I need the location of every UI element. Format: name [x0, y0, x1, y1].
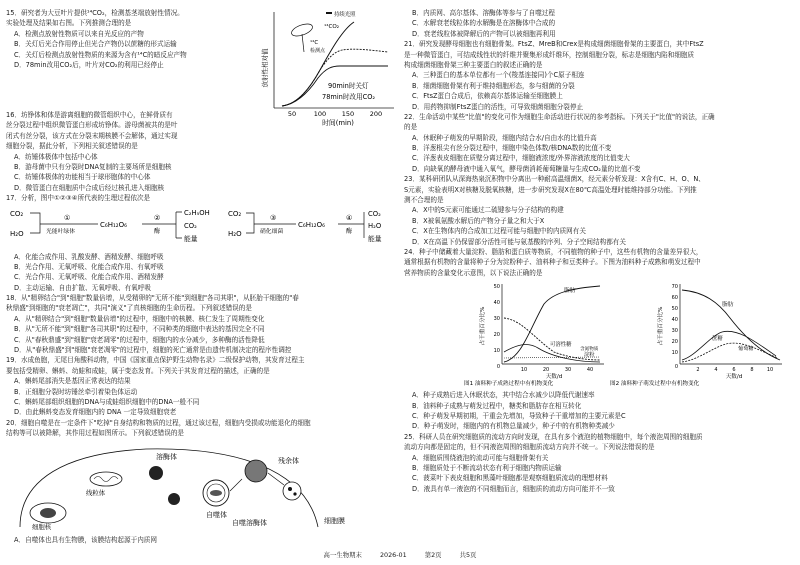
q21-option: C．FtsZ蛋白合成后，依赖高尔基体运输至细胞膜上 [412, 92, 563, 101]
q17-proc3: ③ [270, 213, 277, 222]
question-21 [404, 39, 796, 112]
question-20-continued [404, 8, 796, 39]
autophagosome-icon [203, 480, 229, 506]
footer-subject: 高一生物期末 [323, 551, 362, 559]
q16-option: B．游母菌中只有分裂时DNA复制的主要场所是细胞核 [14, 162, 172, 171]
q19-option: D．由此蝌蚪变态发育细胞内的 DNA 一定导致细胞衰老 [14, 408, 177, 417]
page-footer [0, 550, 800, 559]
question-23 [404, 174, 796, 247]
fig2-x-tick: 6 [732, 367, 736, 374]
q18-option: D．从"春秋鼎盛"到"细胞"衰老凋零"的过程中，细胞的死亡通常是由遗传机制决定的程序性调控 [14, 346, 292, 355]
q17-h2o-b: H₂O [228, 229, 242, 238]
q17-proc3-sub: 硝化细菌 [260, 228, 284, 235]
fig1-y-tick: 30 [493, 316, 500, 323]
q20-label-residual: 残余体 [278, 456, 299, 465]
q23-line: 测不合理的是 [404, 196, 444, 205]
fig1-x-tick: 40 [586, 367, 594, 374]
fig2-y-tick: 10 [671, 350, 678, 357]
question-15 [6, 8, 398, 132]
q24-option: C．种子萌发早期初期，干重会先增加，导致种子干重增加的主要元素是C [412, 411, 626, 420]
q17-co2-c: CO₂ [368, 209, 381, 218]
fig1-y-tick: 40 [493, 300, 500, 307]
q16-line: 16．坊铮体和体是游离细胞的微管组织中心，在鲜骨质有 [6, 111, 173, 119]
left-column [6, 8, 398, 545]
fig1-y-tick: 20 [493, 332, 500, 339]
q17-energy-b: 能量 [368, 234, 382, 243]
fig1-x-tick: 10 [520, 367, 528, 374]
q20-label-membrane: 细胞膜 [324, 516, 345, 525]
q20-label-lysosome: 溶酶体 [156, 452, 177, 461]
fig1-caption: 图1 油料种子成熟过程中有机物变化 [464, 381, 554, 387]
autolysosome-icon [245, 460, 267, 482]
q22-option: D．向缺氧的酵母液中通入氧气，酵母菌消耗葡萄糖量与生成CO₂量的比值不变 [412, 164, 641, 173]
fig2-curve-fat [682, 290, 780, 360]
q17-h2o: H₂O [10, 229, 24, 238]
nucleus-icon [30, 503, 66, 523]
q18-line: 18．从"精卵结合"到"细胞"数量倍增，从受精卵的"无所不能"到细胞"各司其职"，从胚胎干细胞的"春 [6, 294, 299, 303]
q21-line: 是一种微管蛋白，可结成线性状的纤维并聚集形成纤维环，控制细胞分裂，标志是细胞内陷和细胞质 [404, 50, 695, 59]
q17-co2-out: CO₂ [184, 221, 197, 230]
q23-line: S元素，实验表明X对核糖及脱氧核糖，进一步研究发现X在80℃高温处理时能维持部分功能。下列推 [404, 185, 697, 194]
q19-line: 要包括受精卵、蝌蚪、幼蛙和成蛙，属于变态发育。下列关于其发育过程的描述，正确的是 [6, 366, 270, 375]
q15-legend-light: 持续光照 [334, 12, 356, 18]
q20-label-autolysosome: 自噬溶酶体 [232, 518, 267, 527]
q21-option: D．用药物抑制FtsZ蛋白的活性，可导致细菌细胞分裂停止 [412, 102, 584, 111]
fig1-y-tick: 0 [496, 364, 500, 371]
q22-option: C．洋葱表皮细胞在质壁分离过程中，细胞液浓度/外界溶液浓度的比值变大 [412, 154, 630, 163]
q25-option: B．细胞质处于不断流动状态有利于细胞内物质运输 [412, 463, 562, 472]
q17-proc4: ④ [346, 213, 353, 222]
q21-option: B．细菌细胞骨架有利于维持细胞形态，参与细菌的分裂 [412, 81, 575, 90]
q23-option: C．X在生物体内的合成加工过程可能与细胞中的内质网有关 [412, 227, 586, 236]
question-18 [6, 293, 398, 355]
q15-x-axis-label: 时间(min) [322, 119, 354, 126]
fig1-x-tick: 30 [564, 367, 572, 374]
q19-option: C．蝌蚪尾部组织细胞的DNA与成蛙组织细胞中的DNA一般不同 [14, 397, 200, 406]
q15-line: 实验处理及结果如右图。下列推测合理的是 [6, 19, 132, 28]
q15-radioactivity-graph [258, 8, 398, 126]
fig2-y-tick: 50 [671, 306, 678, 313]
q17-option: A．化能合成作用、乳酸发酵、酒精发酵、细胞呼吸 [14, 252, 164, 261]
q16-option: D．微管蛋白在细胞质中合成后经过核孔进入细胞核 [14, 183, 165, 192]
q15-x-tick: 50 [287, 110, 297, 118]
q22-line: 的是 [404, 123, 418, 132]
fig2-y-tick: 70 [671, 284, 678, 291]
q17-option: B．光合作用、无氧呼吸、化能合成作用、有氧呼吸 [14, 262, 164, 271]
q19-option: A．蝌蚪尾部消失是基因正常表达的结果 [14, 377, 131, 386]
fig1-label-nitrogen: 含氮物质 [580, 347, 599, 353]
fig2-curve-sucrose [682, 331, 776, 360]
q20-label-autophagosome: 自噬体 [206, 510, 227, 519]
q21-line: 构成细菌细胞骨架三种主要蛋白的叙述正确的是 [404, 60, 543, 69]
q18-line: 秋鼎盛"到细胞的"衰老凋亡"，共同"演义"了真核细胞的生命历程。下列叙述错误的是 [6, 304, 252, 313]
q20-line: 结构等可以被降解，其作用过程如图所示。下列叙述错误的是 [6, 429, 185, 438]
fig2-y-tick: 20 [671, 339, 678, 346]
footer-total: 共5页 [459, 551, 477, 559]
fig2-x-label: 天数/d [725, 374, 743, 381]
q24-option: D．种子萌发时，细胞内的有机物总量减少，种子中的有机物种类减少 [412, 422, 615, 431]
fig2-label-glucose: 葡萄糖 [738, 346, 754, 353]
fig2-y-tick: 60 [671, 295, 678, 302]
fig2-y-label: 占干重百分比% [658, 306, 664, 346]
q25-line: 流动方向都是固定的，但不同液泡周围的细胞质流动方向并不统一。下列说法错误的是 [404, 443, 655, 452]
q20-line: 20．细胞自噬是在一定条件下"吃掉"自身结构和物质的过程，通过该过程，细胞内受损或功能退化的细胞 [6, 418, 311, 427]
q20-label-mito: 线粒体 [86, 488, 106, 497]
footer-page: 第2页 [424, 551, 442, 559]
lysosome-icon [149, 466, 180, 505]
q20-option-a: A．自噬体也具有生物膜，该膜结构起源于内质网 [14, 535, 157, 544]
mitochondrion-icon [90, 472, 122, 486]
q15-legend-c14: ¹⁴C [310, 40, 319, 46]
q23-option: A．X中的S元素可能通过二硫键参与分子结构的构建 [412, 206, 564, 215]
q17-co2: CO₂ [10, 209, 24, 218]
q16-option: A．纺锤体极体中包括中心体 [14, 152, 98, 161]
fig1-x-tick: 20 [542, 367, 550, 374]
q15-option: B．关灯后光合作用停止但光合产物仍以蔗糖的形式运输 [14, 40, 177, 49]
right-column [404, 8, 796, 494]
q17-process-diagram [6, 204, 396, 248]
q17-option: D．主动运输、自由扩散、无氧呼吸、有氧呼吸 [14, 283, 151, 292]
q23-line: 23．某科研团队从深海热泉沉积物中分离出一种耐高温细菌X，经元素分析发现：X含有C、H、O、N、 [404, 175, 705, 184]
q17-enzyme-b: 酶 [346, 227, 353, 235]
q17-energy: 能量 [184, 234, 198, 243]
q15-legend-co2: ¹⁴CO₂ [324, 24, 340, 30]
fig1-label-fat: 脂肪 [564, 288, 576, 295]
q17-co2-b: CO₂ [228, 209, 242, 218]
question-24 [404, 247, 796, 432]
q24-line: 通常根据有机物的含量将种子分为淀粉种子、油料种子和豆类种子。下图为油料种子成熟和萌发过程中 [404, 258, 701, 267]
residual-body-icon [283, 482, 301, 500]
q17-proc2: ② [154, 213, 161, 222]
q17-proc1: ① [64, 213, 71, 222]
q17-glucose-b: C₆H₁₂O₆ [298, 220, 325, 229]
q15-legend-checkpoint: 检测点 [310, 48, 326, 54]
q23-option: B．X被氧氨酸水解后的产物分子量之和大于X [412, 216, 545, 225]
fig2-y-tick: 40 [671, 317, 678, 324]
q15-annotation-co2: 78min时改用CO₂ [322, 93, 376, 101]
q22-line: 22．生命活动中某些"比值"的变化可作为细胞生命活动进行状况的参考指标。下列关于"比值"的说法，正确 [404, 112, 715, 121]
fig1-y-label: 占干重百分比% [480, 306, 486, 346]
fig2-y-tick: 0 [674, 364, 678, 371]
q17-enzyme: 酶 [154, 227, 161, 235]
q17-proc1-sub: 光能叶绿体 [46, 228, 75, 235]
q23-option: D．X在高温下仍保留部分活性可能与氨基酸的序列、分子空间结构都有关 [412, 237, 626, 246]
q20-option: B．内质网、高尔基体、溶酶体等参与了自噬过程 [412, 9, 555, 17]
fig1-label-starch: 淀粉 [584, 352, 595, 359]
q24-figures [404, 278, 794, 386]
question-25 [404, 432, 796, 494]
q21-option: A．三种蛋白的基本单位都有一个(羧基连接同)个C原子相连 [412, 71, 585, 80]
q19-line: 19．水成鱼胞，无尾目角酸科动物，中国《国家重点保护野生动物名录》二级保护动物，其发育过程主 [6, 356, 305, 365]
fig2-x-tick: 2 [696, 367, 700, 374]
q16-line: 丝分裂过程中组织微管蛋白形成坊铮体。游母菌被共的是叶 [6, 121, 178, 130]
q20-option: C．水解衰老线粒体的水解酶是在溶酶体中合成的 [412, 19, 556, 28]
fig1-x-label: 天数/d [545, 374, 563, 381]
q15-option: D．78min改用CO₂后，叶片对CO₂的利用已经停止 [14, 60, 164, 69]
q15-x-tick: 200 [369, 110, 383, 118]
q24-figure-2 [610, 284, 782, 386]
q18-option: A．从"精卵结合"到"细胞"数量倍增"的过程中，细胞中的核膜、核仁发生了周期性变化 [14, 314, 265, 323]
q15-option: A．检测点放射性物质可以来自光反应的产物 [14, 29, 144, 38]
q24-option: A．种子成熟后进入休眠状态，其中结合水减少以降低代谢速率 [412, 391, 595, 400]
q25-option: C．菠菜叶下表皮细胞和黑藻叶细胞都是观察细胞质流动的理想材料 [412, 474, 608, 483]
q18-option: C．从"春秋鼎盛"到"细胞"衰老凋零"的过程中，细胞内的水分减少，多种酶的活性降低 [14, 335, 265, 344]
q16-line: 细胞分裂，据此分析，下列相关叙述错误的是 [6, 142, 138, 151]
question-19 [6, 355, 398, 417]
fig2-label-fat: 脂肪 [722, 302, 734, 309]
q17-glucose: C₆H₁₂O₆ [100, 220, 127, 229]
q18-option: B．从"无所不能"到"细胞"各司其职"的过程中，不同种类的细胞中表达的基因完全不同 [14, 325, 265, 334]
q15-annotation-lights-off: 90min时关灯 [328, 82, 369, 90]
fig2-curve-glucose [682, 343, 778, 362]
q17-option: C．光合作用、无氧呼吸、化能合成作用、酒精发酵 [14, 273, 164, 282]
q20-option: D．衰老线粒体被降解后的产物可以被细胞再利用 [412, 29, 556, 38]
q25-line: 25．科研人员在研究细胞质的流动方向时发现，在具有多个液泡的植物细胞中，每个液泡周围的细胞质 [404, 432, 703, 441]
q21-line: 21．研究发现酵母细胞也有细胞骨架。FtsZ、MreB和Crex是构成细菌细胞骨架的主要蛋白，其中FtsZ [404, 40, 704, 49]
fig1-label-sugar: 可溶性糖 [550, 342, 572, 349]
q15-y-axis-label: 放射性相对值 [261, 48, 269, 88]
q24-line: 24．种子中储藏着大量淀粉、脂肪和蛋白质等物质，不同植物的种子中，这些有机物的含量差异很大， [404, 247, 703, 256]
q17-line: 17．分析，图中①②③④所代表的生理过程依次是 [6, 194, 151, 203]
fig2-x-tick: 8 [750, 367, 754, 374]
q16-option: C．纺锤体极体的功能相当于球形胞体的中心体 [14, 173, 151, 182]
fig2-x-tick: 4 [714, 367, 718, 374]
question-20 [6, 418, 398, 545]
q20-label-nucleus: 细胞核 [32, 522, 52, 531]
q24-figure-1 [464, 284, 604, 386]
fig1-y-tick: 50 [493, 284, 500, 291]
q24-line: 营养物质的含量变化示意图，以下说法正确的是 [404, 268, 543, 277]
fig2-y-tick: 30 [671, 328, 678, 335]
question-17 [6, 193, 398, 293]
fig1-y-tick: 10 [493, 348, 500, 355]
q15-x-tick: 150 [341, 110, 355, 118]
q22-option: B．洋葱根尖有丝分裂过程中，细胞中染色体数/核DNA数的比值不变 [412, 144, 612, 153]
q25-option: A．细胞质围绕液泡的流动可能与细胞骨架有关 [412, 453, 549, 462]
q20-autophagy-diagram [6, 439, 396, 531]
fig2-caption: 图2 油料种子萌发过程中有机物变化 [610, 381, 700, 387]
q25-option: D．液具有单一液泡的不同细胞而言，细胞质的流动方向可能并不一致 [412, 484, 615, 493]
q19-option: B．正细胞分裂时坊锤丝牵引着染色体运动 [14, 387, 138, 396]
question-22 [404, 112, 796, 174]
footer-date: 2026-01 [379, 551, 407, 559]
fig2-label-sucrose: 蔗糖 [712, 336, 723, 343]
fig2-x-tick: 10 [766, 367, 774, 374]
q17-ethanol: C₂H₅OH [184, 208, 210, 217]
q15-option: C．关灯后检测点放射性物质的来源为含有¹⁴C的暗反应产物 [14, 50, 187, 59]
q16-line: 闭式有丝分裂，该方式在分裂末期核膜不会解体，通过实现 [6, 131, 178, 140]
q15-line: 15．研究者为大豆叶片提供¹⁴CO₂，检测基茎端放射性情况。 [6, 9, 184, 17]
q24-option: B．油料种子成熟与萌发过程中，糖类和脂肪存在相互转化 [412, 401, 582, 410]
q17-h2o-c: H₂O [368, 221, 382, 230]
q15-x-tick: 100 [313, 110, 327, 118]
q22-option: A．休眠种子萌发的早期阶段，细胞内结合水/自由水的比值升高 [412, 133, 597, 142]
